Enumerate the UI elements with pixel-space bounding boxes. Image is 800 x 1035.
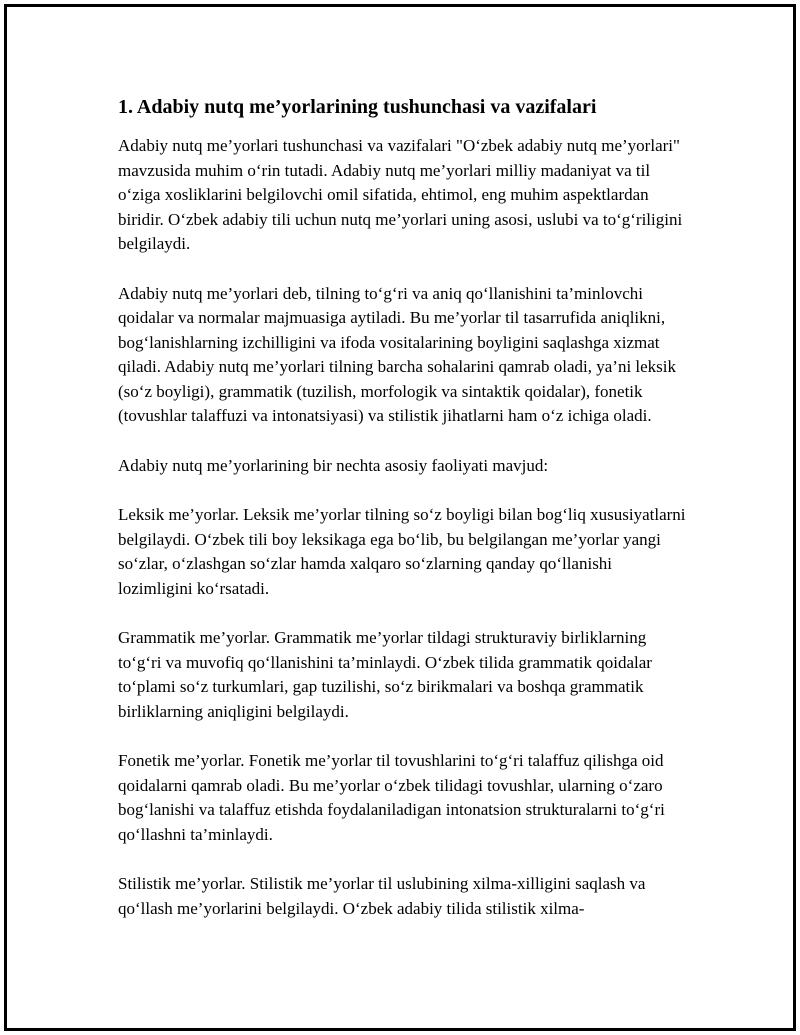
section-heading: 1. Adabiy nutq me’yorlarining tushunchasi va vazifalari bbox=[118, 96, 597, 118]
paragraph-intro: Adabiy nutq me’yorlari tushunchasi va vazifalari "O‘zbek adabiy nutq me’yorlari" mavzusida muhim o‘rin tutadi. Adabiy nutq me’yorlari milliy madaniyat va til o‘ziga xosliklarini belgilovchi omil sifatida, ehtimol, eng muhim aspektlardan biridir. O‘zbek adabiy tili uchun nutq me’yorlari uning asosi, uslubi va to‘g‘riligini belgilaydi. bbox=[118, 136, 683, 253]
paragraph-lexical-norms: Leksik me’yorlar. Leksik me’yorlar tilning so‘z boyligi bilan bog‘liq xususiyatlarni belgilaydi. O‘zbek tili boy leksikaga ega bo‘lib, bu belgilangan me’yorlar yangi so‘zlar, o‘zlashgan so‘zlar hamda xalqaro so‘zlarning qanday qo‘llanishi lozimligini ko‘rsatadi. bbox=[118, 505, 686, 598]
paragraph-stylistic-norms: Stilistik me’yorlar. Stilistik me’yorlar til uslubining xilma-xilligini saqlash va qo‘llash me’yorlarini belgilaydi. O‘zbek adabiy tilida stilistik xilma- bbox=[118, 874, 646, 918]
paragraph-definition: Adabiy nutq me’yorlari deb, tilning to‘g‘ri va aniq qo‘llanishini ta’minlovchi qoidalar va normalar majmuasiga aytiladi. Bu me’yorlar til tasarrufida aniqlikni, bog‘lanishlarning izchilligini va ifoda vositalarining boyligini saqlashga xizmat qiladi. Adabiy nutq me’yorlari tilning barcha sohalarini qamrab oladi, ya’ni leksik (so‘z boyligi), grammatik (tuzilish, morfologik va sintaktik qoidalar), fonetik (tovushlar talaffuzi va intonatsiyasi) va stilistik jihatlarni ham o‘z ichiga oladi. bbox=[118, 283, 677, 425]
paragraph-grammatical-norms: Grammatik me’yorlar. Grammatik me’yorlar tildagi strukturaviy birliklarning to‘g‘ri va muvofiq qo‘llanishini ta’minlaydi. O‘zbek tilida grammatik qoidalar to‘plami so‘z turkumlari, gap tuzilishi, so‘z birikmalari va boshqa grammatik birliklarning aniqligini belgilaydi. bbox=[118, 628, 652, 721]
document-body bbox=[118, 93, 688, 946]
paragraph-functions-lead: Adabiy nutq me’yorlarining bir nechta asosiy faoliyati mavjud: bbox=[118, 455, 549, 475]
paragraph-phonetic-norms: Fonetik me’yorlar. Fonetik me’yorlar til tovushlarini to‘g‘ri talaffuz qilishga oid qoidalarni qamrab oladi. Bu me’yorlar o‘zbek tilidagi tovushlar, ularning o‘zaro bog‘lanishi va talaffuz etishda foydalaniladigan intonatsion strukturalarni to‘g‘ri qo‘llashni ta’minlaydi. bbox=[118, 751, 665, 844]
